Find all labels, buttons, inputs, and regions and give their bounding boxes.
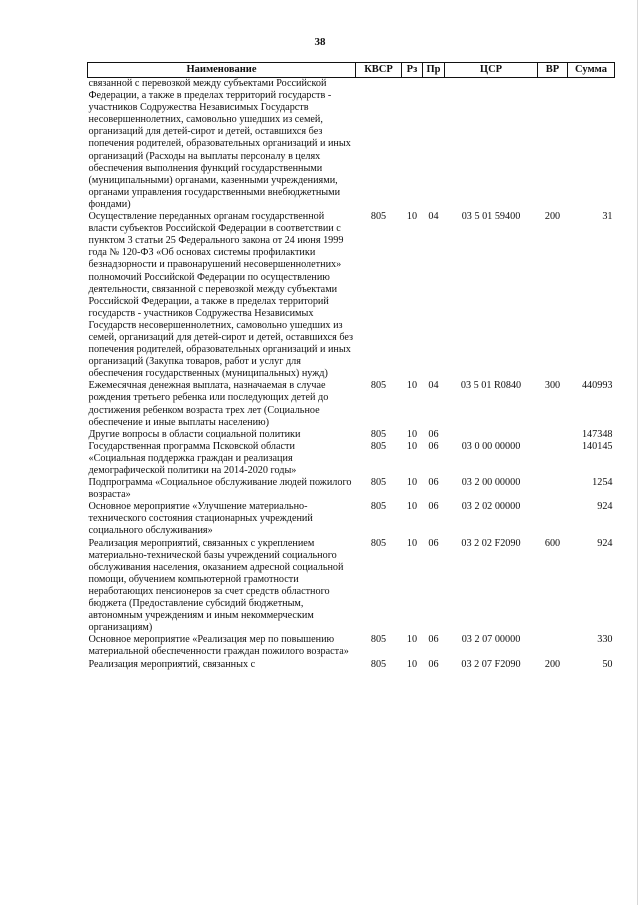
row-csr: 03 2 07 00000 — [461, 634, 521, 646]
table-row — [88, 634, 615, 658]
row-pr: 06 — [428, 477, 439, 489]
row-rz: 10 — [406, 211, 418, 223]
row-vr: 600 — [544, 537, 561, 549]
row-rz: 10 — [406, 477, 418, 489]
row-sum — [568, 78, 615, 212]
row-kvsr: 805 — [370, 440, 387, 452]
header-pr: Пр — [423, 63, 445, 78]
row-csr: 03 5 01 R0840 — [460, 380, 522, 392]
row-vr: 300 — [544, 380, 561, 392]
row-pr: 04 — [428, 211, 439, 223]
row-name: Другие вопросы в области социальной политики — [88, 428, 301, 440]
row-vr — [538, 441, 568, 477]
row-pr: 04 — [428, 380, 439, 392]
row-vr — [538, 429, 568, 441]
table-row — [88, 211, 615, 380]
row-csr: 03 2 00 00000 — [461, 477, 521, 489]
header-kvsr: КВСР — [356, 63, 402, 78]
row-vr — [538, 78, 568, 212]
row-sum: 924 — [597, 501, 613, 513]
budget-table — [87, 62, 615, 671]
row-sum: 1254 — [592, 477, 613, 489]
header-csr: ЦСР — [445, 63, 538, 78]
header-vr: ВР — [538, 63, 568, 78]
row-name: Реализация мероприятий, связанных с — [88, 658, 256, 670]
row-kvsr: 805 — [370, 501, 387, 513]
row-pr: 06 — [428, 440, 439, 452]
row-kvsr: 805 — [370, 537, 387, 549]
row-name: Государственная программа Псковской области «Социальная поддержка граждан и реализация демографической политики на 2014-2020 годы» — [88, 440, 297, 476]
row-sum: 440993 — [581, 380, 613, 392]
header-rz: Рз — [402, 63, 423, 78]
row-csr: 03 5 01 59400 — [461, 211, 521, 223]
row-pr — [423, 78, 445, 212]
row-kvsr: 805 — [370, 380, 387, 392]
row-vr — [538, 501, 568, 537]
row-vr — [538, 477, 568, 501]
table-row — [88, 538, 615, 635]
row-sum: 330 — [597, 634, 613, 646]
row-kvsr — [356, 78, 402, 212]
row-name: Подпрограмма «Социальное обслуживание людей пожилого возраста» — [88, 477, 352, 501]
row-csr: 03 2 07 F2090 — [461, 658, 521, 670]
row-sum: 50 — [602, 658, 613, 670]
row-kvsr: 805 — [370, 428, 387, 440]
row-name: Ежемесячная денежная выплата, назначаемая в случае рождения третьего ребенка или последующих детей до достижения ребенком возраста трех лет (Социальное обеспечение и иные выплаты населению) — [88, 380, 329, 428]
row-sum: 31 — [602, 211, 613, 223]
row-pr: 06 — [428, 501, 439, 513]
row-kvsr: 805 — [370, 634, 387, 646]
row-pr: 06 — [428, 537, 439, 549]
row-kvsr: 805 — [370, 211, 387, 223]
row-pr: 06 — [428, 634, 439, 646]
row-rz: 10 — [406, 440, 418, 452]
row-rz: 10 — [406, 537, 418, 549]
row-rz — [402, 78, 423, 212]
row-pr: 06 — [428, 658, 439, 670]
row-vr — [538, 634, 568, 658]
header-sum: Сумма — [568, 63, 615, 78]
row-csr — [445, 429, 538, 441]
row-vr: 200 — [544, 658, 561, 670]
row-kvsr: 805 — [370, 658, 387, 670]
row-pr: 06 — [428, 428, 439, 440]
row-name: Основное мероприятие «Реализация мер по повышению материальной обеспеченности граждан пожилого возраста» — [88, 634, 349, 658]
scan-edge-line — [637, 0, 638, 905]
row-rz: 10 — [406, 428, 418, 440]
table-row — [88, 429, 615, 441]
row-name: Осуществление переданных органам государственной власти субъектов Российской Федерации в соответствии с пунктом 3 статьи 25 Федерального закона от 24 июня 1999 года № 120-ФЗ «Об основах системы профилактики безнадзорности и правонарушений несовершеннолетних» полномочий Российской Федерации по осуществлению деятельности, связанной с перевозкой между субъектами Российской Федерации, а также в пределах территорий государств - участников Содружества Независимых Государств несовершеннолетних, самовольно ушедших из семей, организаций для детей-сирот и детей, оставшихся без попечения родителей, образовательных организаций и иных организаций (Закупка товаров, работ и услуг для обеспечения государственных (муниципальных) нужд) — [88, 211, 354, 380]
row-csr: 03 0 00 00000 — [461, 440, 521, 452]
table-row — [88, 501, 615, 537]
row-name: Основное мероприятие «Улучшение материально-технического состояния стационарных учреждений социального обслуживания» — [88, 501, 313, 537]
row-csr: 03 2 02 F2090 — [461, 537, 521, 549]
row-rz: 10 — [406, 380, 418, 392]
row-name: Реализация мероприятий, связанных с укреплением материально-технической базы учреждений социального обслуживания населения, оказанием адресной социальной помощи, обучением компьютерной грамотности неработающих пенсионеров за счет средств областного бюджета (Предоставление субсидий бюджетным, автономным учреждениям и иным некоммерческим организациям) — [88, 537, 344, 634]
table-row — [88, 78, 615, 212]
table-row — [88, 380, 615, 428]
row-sum: 924 — [597, 537, 613, 549]
row-vr: 200 — [544, 211, 561, 223]
row-csr: 03 2 02 00000 — [461, 501, 521, 513]
row-sum: 140145 — [581, 440, 613, 452]
row-rz: 10 — [406, 658, 418, 670]
table-header-row — [88, 63, 615, 78]
row-rz: 10 — [406, 501, 418, 513]
row-csr — [445, 78, 538, 212]
table-row — [88, 659, 615, 671]
row-name: связанной с перевозкой между субъектами Российской Федерации, а также в пределах территорий государств - участников Содружества Независимых Государств несовершеннолетних, самовольно ушедших из семей, организаций для детей-сирот и детей, оставшихся без попечения родителей, образовательных организаций и иных организаций (Расходы на выплаты персоналу в целях обеспечения выполнения функций государственными (муниципальными) органами, казенными учреждениями, органами управления государственными внебюджетными фондами) — [88, 78, 351, 210]
table-row — [88, 441, 615, 477]
table-row — [88, 477, 615, 501]
page-number: 38 — [314, 36, 326, 48]
row-rz: 10 — [406, 634, 418, 646]
header-name: Наименование — [88, 63, 356, 78]
row-kvsr: 805 — [370, 477, 387, 489]
row-sum: 147348 — [581, 428, 613, 440]
